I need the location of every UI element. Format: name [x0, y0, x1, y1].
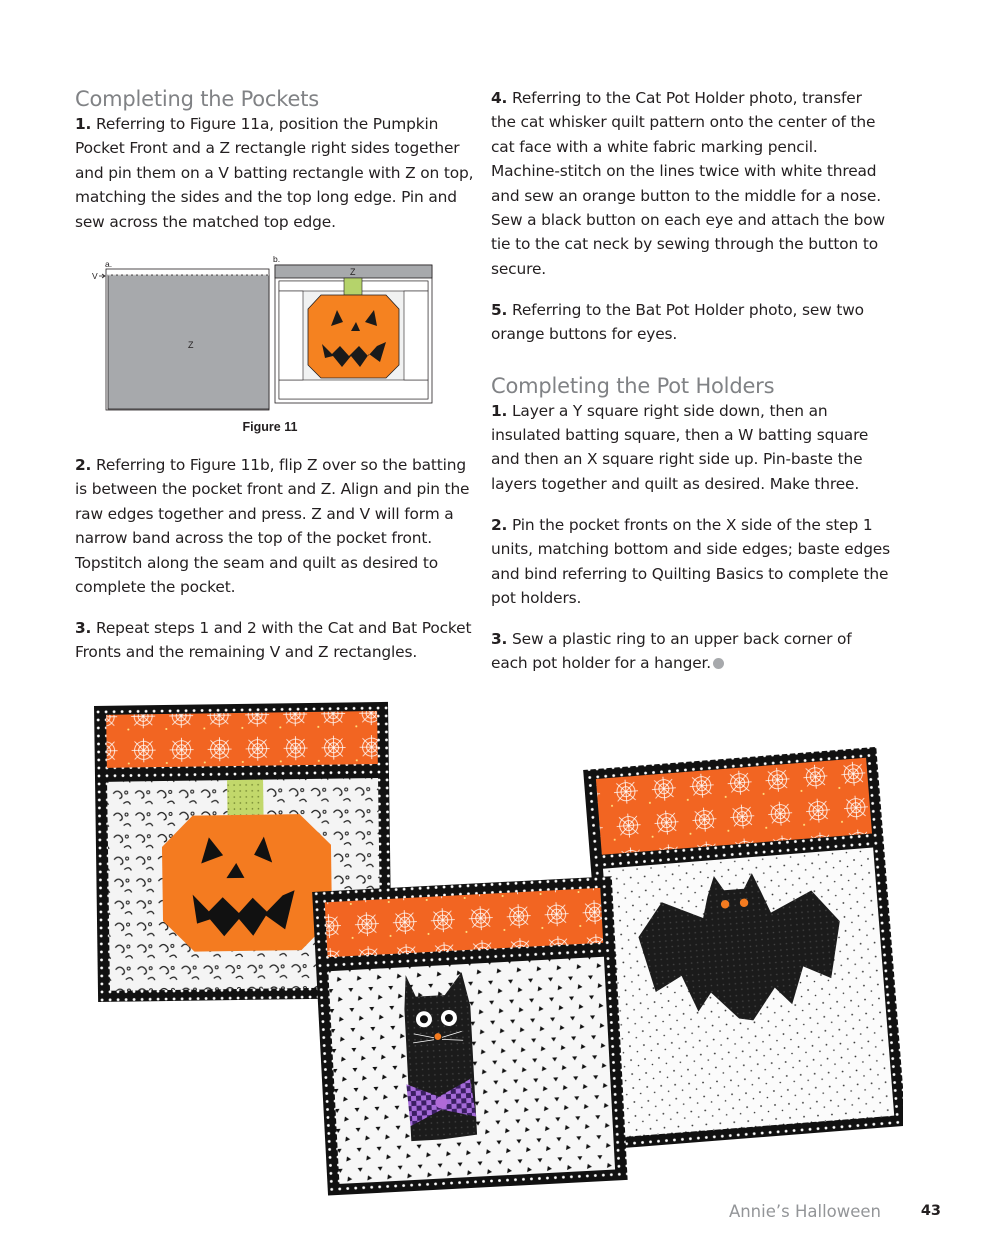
- step-text: Referring to Figure 11a, position the Pumpkin Pocket Front and a Z rectangle right sides together and pin them on a V batting rectangle with Z on top, matching the sides and the top long edge. Pin and sew across the matched top edge.: [75, 115, 474, 231]
- book-title: Annie’s Halloween: [728, 1202, 881, 1221]
- step-text: Referring to the Cat Pot Holder photo, transfer the cat whisker quilt pattern onto the center of the cat face with a white fabric marking pencil. Machine-stitch on the lines twice with white thread and sew an orange button to the middle for a nose. Sew a black button on each eye and attach the bow tie to the cat neck by sewing through the button to secure.: [491, 89, 885, 278]
- arrow-icon: [99, 274, 105, 278]
- figure-v-label: V: [92, 271, 98, 282]
- pot-holders-step-2: [491, 513, 891, 611]
- pockets-step-2: [75, 453, 475, 599]
- pockets-step-5: [491, 298, 891, 347]
- pockets-step-4: [491, 86, 891, 281]
- left-column: [75, 86, 475, 665]
- step-number: 1.: [491, 401, 508, 420]
- step-text: Referring to the Bat Pot Holder photo, sew two orange buttons for eyes.: [491, 300, 864, 344]
- step-text: Referring to Figure 11b, flip Z over so the batting is between the pocket front and Z. Align and pin the raw edges together and press. Z and V will form a narrow band across the top of the pocket front. Topstitch along the seam and quilt as desired to complete the pocket.: [75, 456, 470, 597]
- right-column: [491, 86, 891, 676]
- step-text: Sew a plastic ring to an upper back corner of each pot holder for a hanger.: [491, 629, 852, 673]
- figure-z-label-b: Z: [350, 267, 356, 278]
- cat-pot-holder: [312, 876, 627, 1195]
- step-number: 1.: [75, 115, 92, 133]
- step-text: Layer a Y square right side down, then an insulated batting square, then a W batting square and then an X square right side up. Pin-baste the layers together and quilt as desired. Make three.: [491, 401, 869, 493]
- step-number: 2.: [75, 456, 92, 475]
- figure-caption: Figure 11: [242, 420, 298, 435]
- figure-a-label: a.: [105, 259, 113, 270]
- pot-holders-photo: [88, 698, 903, 1198]
- section-heading-pockets: Completing the Pockets: [75, 87, 319, 111]
- step-number: 5.: [491, 300, 508, 319]
- end-mark-icon: [713, 658, 724, 669]
- figure-11: [75, 248, 475, 453]
- pot-holders-step-3: [491, 627, 891, 676]
- pockets-step-3: [75, 616, 475, 665]
- pockets-step-1: [75, 112, 475, 234]
- step-text: Pin the pocket fronts on the X side of the step 1 units, matching bottom and side edges; baste edges and bind referring to Quilting Basics to complete the pot holders.: [491, 515, 890, 607]
- step-number: 2.: [491, 515, 508, 534]
- figure-z-label-a: Z: [188, 340, 194, 351]
- figure-11-diagram: [75, 248, 475, 418]
- pot-holders-step-1: [491, 399, 891, 497]
- page-number: 43: [920, 1203, 941, 1219]
- section-heading-pot-holders: Completing the Pot Holders: [491, 373, 775, 398]
- pumpkin-block: [275, 265, 432, 403]
- figure-b-label: b.: [273, 254, 281, 265]
- step-text: Repeat steps 1 and 2 with the Cat and Bat Pocket Fronts and the remaining V and Z rectangles.: [75, 618, 472, 662]
- step-number: 3.: [491, 629, 508, 648]
- page-footer: [0, 1202, 997, 1226]
- step-number: 3.: [75, 618, 92, 637]
- step-number: 4.: [491, 89, 508, 107]
- bat-pot-holder: [583, 747, 903, 1149]
